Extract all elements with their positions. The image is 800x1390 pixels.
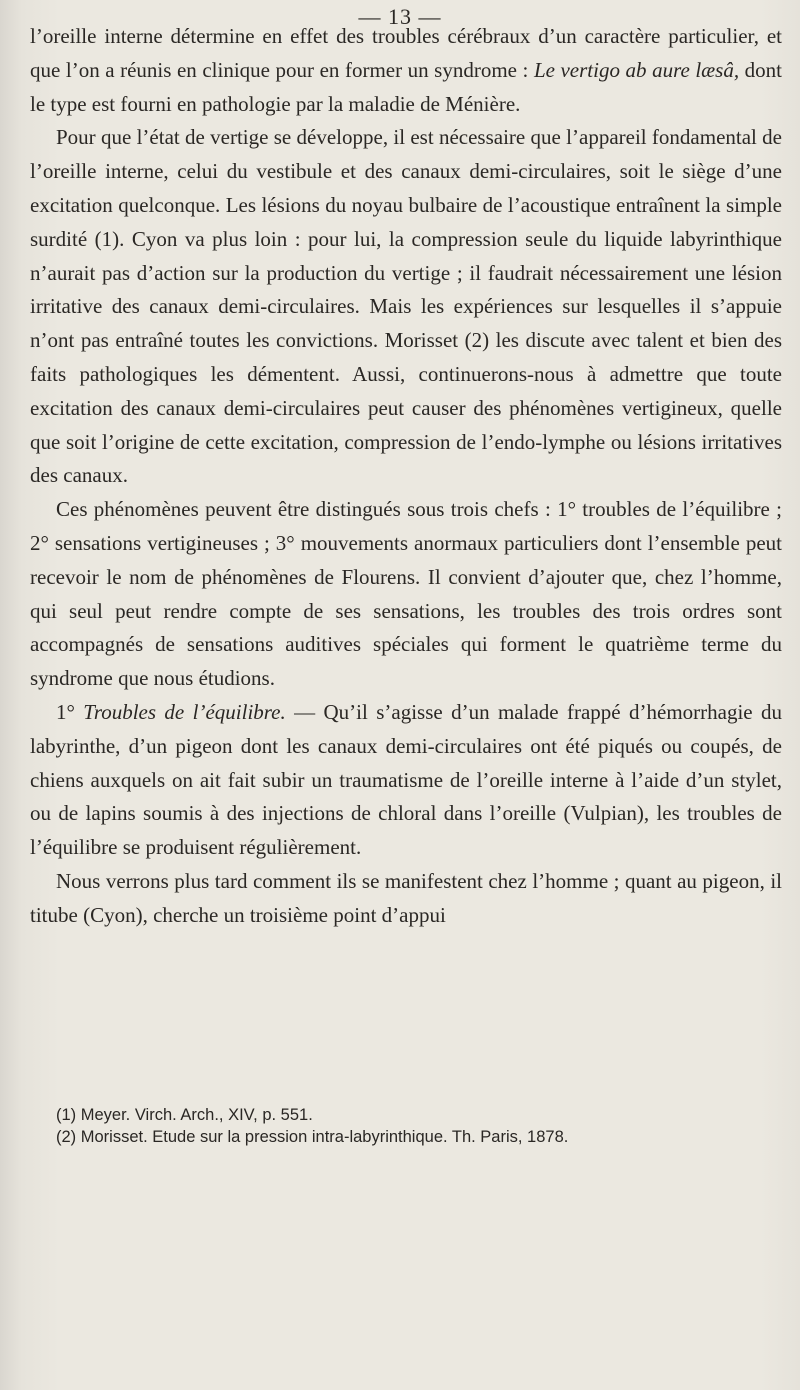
paragraph-3: Ces phénomènes peuvent être distingués sous trois chefs : 1° troubles de l’équilibre ; 2° sensations vertigineuses ; 3° mouvements anormaux particuliers dont l’ensemble peut recevoir le nom de phénomènes de Flourens. Il convient d’ajouter que, chez l’homme, qui seul peut rendre compte de ses sensations, les troubles des trois ordres sont accompagnés de sensations auditives spéciales qui forment le quatrième terme du syndrome que nous étudions. (30, 497, 782, 691)
page-number: — 13 — (358, 4, 442, 29)
footnote-1: (1) Meyer. Virch. Arch., XIV, p. 551. (56, 1106, 313, 1124)
paragraph-4 (30, 696, 782, 865)
section-heading: Troubles de l’équilibre. (83, 699, 286, 724)
paragraph-1 (30, 20, 782, 121)
main-text (30, 20, 782, 933)
paragraph-1-end: dont le type est fourni en pathologie par la maladie de Ménière. (30, 57, 782, 116)
paragraph-2: Pour que l’état de vertige se développe, il est nécessaire que l’appareil fondamental de l’oreille interne, celui du vestibule et des canaux demi-circulaires, soit le siège d’une excitation quelconque. Les lésions du noyau bulbaire de l’acoustique entraînent la simple surdité (1). Cyon va plus loin : pour lui, la compression seule du liquide labyrinthique n’aurait pas d’action sur la production du vertige ; il faudrait nécessairement une lésion irritative des canaux demi-circulaires. Mais les expériences sur lesquelles il s’appuie n’ont pas entraîné toutes les convictions. Morisset (2) les discute avec talent et bien des faits pathologiques les démentent. Aussi, continuerons-nous à admettre que toute excitation des canaux demi-circulaires peut causer des phénomènes vertigineux, quelle que soit l’origine de cette excitation, compression de l’endo-lymphe ou lésions irritatives des canaux. (30, 125, 782, 488)
paragraph-4-text: — Qu’il s’agisse d’un malade frappé d’hémorrhagie du labyrinthe, d’un pigeon dont les canaux demi-circulaires ont été piqués ou coupés, de chiens auxquels on ait fait subir un traumatisme de l’oreille interne à l’aide d’un stylet, ou de lapins soumis à des injections de chloral dans l’oreille (Vulpian), les troubles de l’équilibre se produisent régulièrement. (30, 699, 782, 860)
paragraph-5: Nous verrons plus tard comment ils se manifestent chez l’homme ; quant au pigeon, il titube (Cyon), cherche un troisième point d’appui (30, 868, 782, 927)
footnote-2: (2) Morisset. Etude sur la pression intra-labyrinthique. Th. Paris, 1878. (56, 1128, 569, 1146)
paragraph-1-text: l’oreille interne détermine en effet des troubles cérébraux d’un caractère particulier, et que l’on a réunis en clinique pour en former un syndrome : (30, 24, 782, 82)
section-number: 1° (56, 699, 84, 724)
latin-title: Le vertigo ab aure læsâ, (533, 57, 740, 82)
footnotes (30, 1104, 780, 1148)
